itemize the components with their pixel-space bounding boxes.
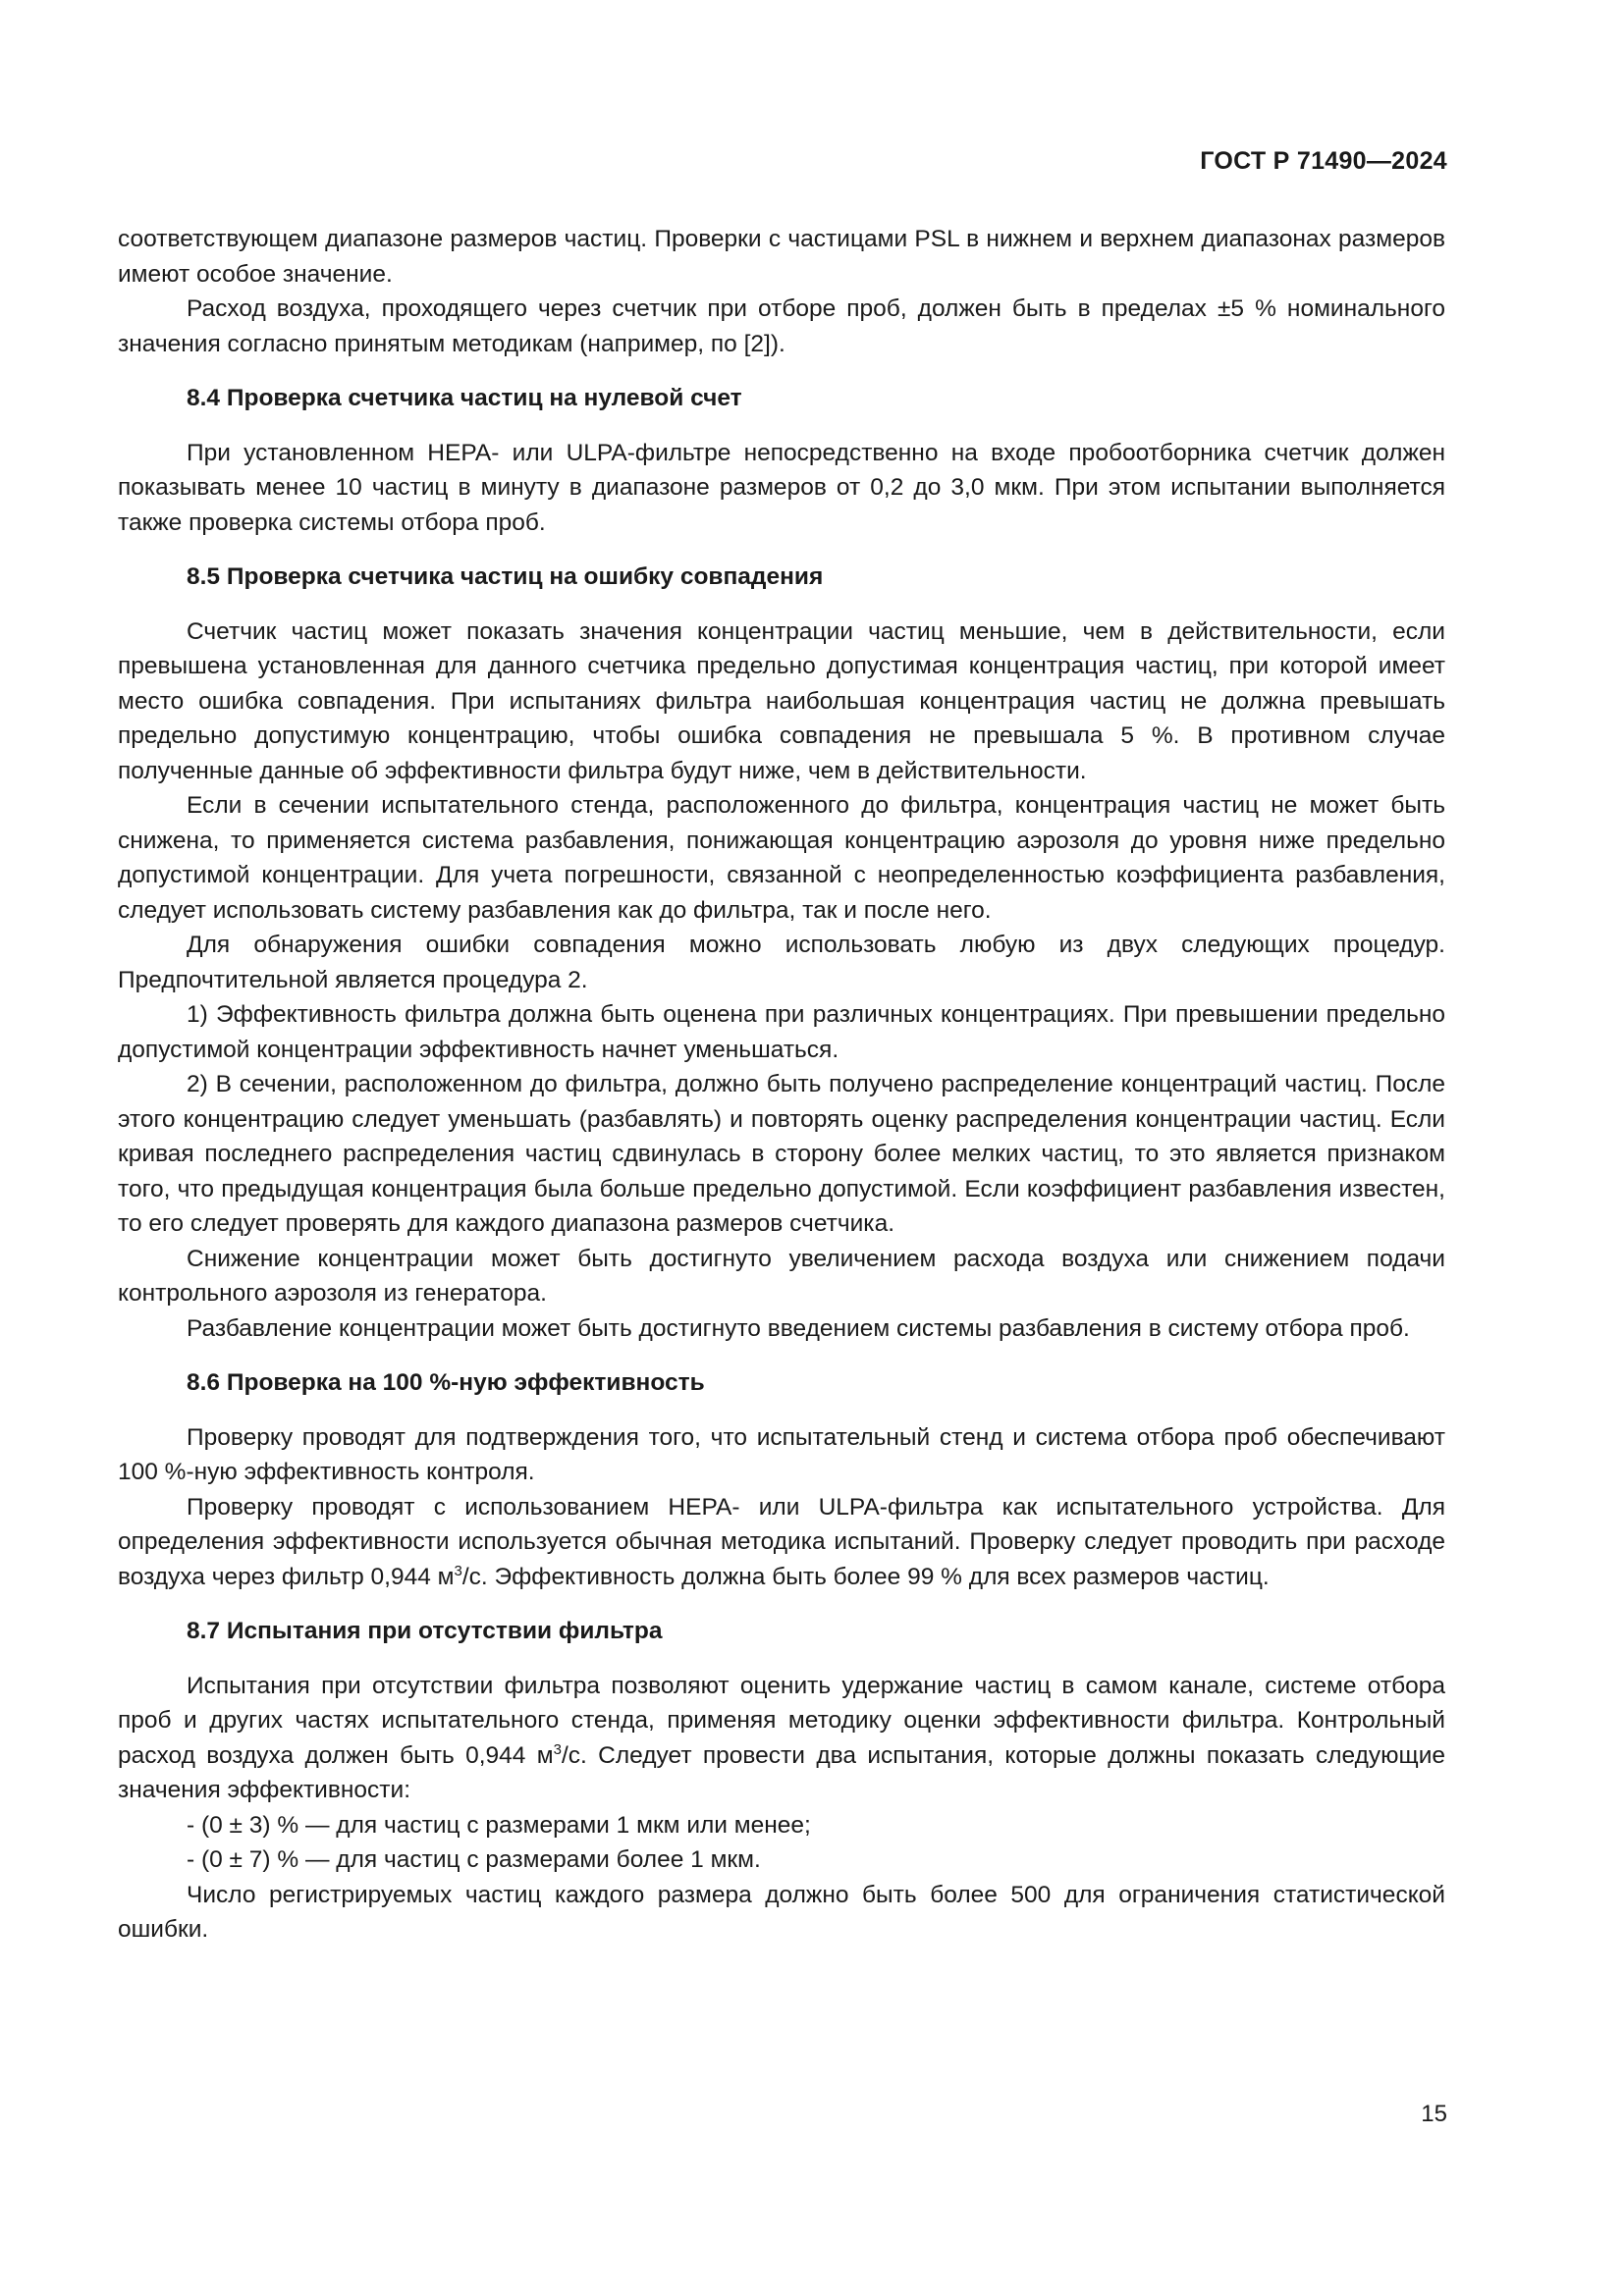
section-8-6-title: 8.6 Проверка на 100 %-ную эффективность bbox=[187, 1369, 705, 1396]
cubic-superscript: 3 bbox=[553, 1740, 562, 1758]
section-8-5-paragraph-1: Счетчик частиц может показать значения концентрации частиц меньшие, чем в действительности, если превышена установленная для данного счетчика предельно допустимая концентрация частиц, при которой имеет место ошибка совпадения. При испытаниях фильтра наибольшая концентрация частиц не должна превышать предельно допустимую концентрацию, чтобы ошибка совпадения не превышала 5 %. В противном случае полученные данные об эффективности фильтра будут ниже, чем в действительности. bbox=[118, 617, 1445, 784]
section-8-5-paragraph-7: Разбавление концентрации может быть достигнуто введением системы разбавления в систему отбора проб. bbox=[187, 1314, 1410, 1342]
section-8-5-title: 8.5 Проверка счетчика частиц на ошибку совпадения bbox=[187, 563, 824, 590]
list-item: - (0 ± 3) % — для частиц с размерами 1 мкм или менее; bbox=[187, 1811, 811, 1839]
section-8-4-title: 8.4 Проверка счетчика частиц на нулевой счет bbox=[187, 385, 742, 411]
intro-paragraph-2: Расход воздуха, проходящего через счетчик при отборе проб, должен быть в пределах ±5 % номинального значения согласно принятым методикам (например, по [2]). bbox=[118, 295, 1445, 357]
section-8-5-procedure-2: 2) В сечении, расположенном до фильтра, должно быть получено распределение концентраций частиц. После этого концентрацию следует уменьшать (разбавлять) и повторять оценку распределения концентрации частиц. Если кривая последнего распределения частиц сдвинулась в сторону более мелких частиц, то это является признаком того, что предыдущая концентрация была больше предельно допустимой. Если коэффициент разбавления известен, то его следует проверять для каждого диапазона размеров счетчика. bbox=[118, 1071, 1445, 1237]
page-number: 15 bbox=[1421, 2101, 1447, 2127]
section-8-4-paragraph-1: При установленном HEPA- или ULPA-фильтре непосредственно на входе пробоотборника счетчик должен показывать менее 10 частиц в минуту в диапазоне размеров от 0,2 до 3,0 мкм. При этом испытании выполняется также проверка системы отбора проб. bbox=[118, 439, 1445, 536]
section-8-7-paragraph-1-start: Испытания при отсутствии фильтра позволяют оценить удержание частиц в самом канале, системе отбора проб и других частях испытательного стенда, применяя методику оценки эффективности фильтра. Контрольный расход воздуха должен быть 0,944 м bbox=[118, 1672, 1445, 1769]
section-8-5-procedure-1: 1) Эффективность фильтра должна быть оценена при различных концентрациях. При превышении предельно допустимой концентрации эффективность начнет уменьшаться. bbox=[118, 1001, 1445, 1063]
section-8-5-paragraph-3: Для обнаружения ошибки совпадения можно использовать любую из двух следующих процедур. Предпочтительной является процедура 2. bbox=[118, 932, 1445, 993]
efficiency-list bbox=[118, 1808, 1445, 1878]
section-8-6-paragraph-2-end: /с. Эффективность должна быть более 99 % для всех размеров частиц. bbox=[461, 1563, 1270, 1590]
intro-paragraph-1: соответствующем диапазоне размеров частиц. Проверки с частицами PSL в нижнем и верхнем диапазонах размеров имеют особое значение. bbox=[118, 226, 1445, 288]
section-8-6-paragraph-2-start: Проверку проводят с использованием HEPA- или ULPA-фильтра как испытательного устройства. Для определения эффективности используется обычная методика испытаний. Проверку следует проводить при расходе воздуха через фильтр 0,944 м bbox=[118, 1493, 1445, 1590]
standard-id: ГОСТ Р 71490—2024 bbox=[1200, 147, 1447, 175]
section-8-7-paragraph-2: Число регистрируемых частиц каждого размера должно быть более 500 для ограничения статистической ошибки. bbox=[118, 1881, 1445, 1943]
section-8-6-paragraph-2 bbox=[118, 1490, 1445, 1595]
cubic-superscript: 3 bbox=[454, 1562, 462, 1579]
section-8-5-paragraph-6: Снижение концентрации может быть достигнуто увеличением расхода воздуха или снижением подачи контрольного аэрозоля из генератора. bbox=[118, 1245, 1445, 1307]
section-8-6-paragraph-1: Проверку проводят для подтверждения того, что испытательный стенд и система отбора проб обеспечивают 100 %-ную эффективность контроля. bbox=[118, 1423, 1445, 1485]
document-body bbox=[118, 222, 1445, 1948]
section-8-7-title: 8.7 Испытания при отсутствии фильтра bbox=[187, 1618, 663, 1644]
list-item: - (0 ± 7) % — для частиц с размерами более 1 мкм. bbox=[187, 1846, 761, 1873]
section-8-7-paragraph-1-end: /с. Следует провести два испытания, которые должны показать следующие значения эффективности: bbox=[118, 1741, 1446, 1803]
section-8-5-paragraph-2: Если в сечении испытательного стенда, расположенного до фильтра, концентрация частиц не может быть снижена, то применяется система разбавления, понижающая концентрацию аэрозоля до уровня ниже предельно допустимой концентрации. Для учета погрешности, связанной с неопределенностью коэффициента разбавления, следует использовать систему разбавления как до фильтра, так и после него. bbox=[118, 792, 1445, 924]
section-8-7-paragraph-1 bbox=[118, 1669, 1445, 1808]
